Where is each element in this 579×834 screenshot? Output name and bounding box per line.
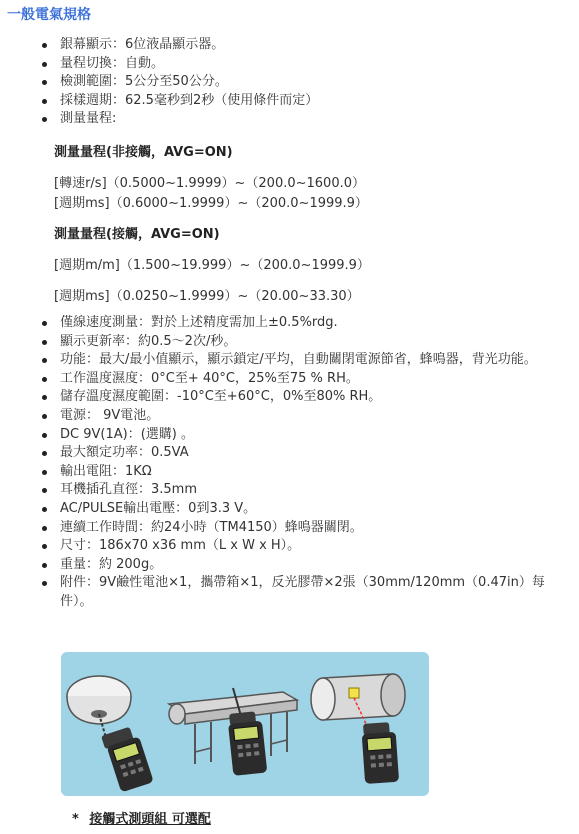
spec-list-bottom — [40, 314, 570, 612]
footnote — [72, 808, 211, 827]
spec-item: 功能：最大/最小值顯示，顯示鎖定/平均，自動關閉電源節省，蜂鳴器，背光功能。 — [40, 351, 570, 370]
spec-item: 尺寸：186x70 x36 mm（L x W x H）。 — [40, 537, 570, 556]
optional-probe-note: 接觸式測頭組 可選配 — [89, 812, 211, 827]
contact-range-line: [週期m/m]（1.500~19.999）~（200.0~1999.9） — [54, 258, 370, 273]
noncontact-range-line: [週期ms]（0.6000~1.9999）~（200.0~1999.9） — [54, 196, 368, 211]
spec-item: 測量量程: — [40, 110, 570, 129]
spec-item: 輸出電阻：1KΩ — [40, 463, 570, 482]
spec-item: 連續工作時間：約24小時（TM4150）蜂鳴器關閉。 — [40, 519, 570, 538]
product-illustration — [61, 652, 429, 796]
spec-item: 附件：9V鹼性電池×1，攜帶箱×1，反光膠帶×2張（30mm/120mm（0.47in）每件）。 — [40, 574, 570, 611]
spec-list-top — [40, 36, 570, 129]
contact-range-line: [週期ms]（0.0250~1.9999）~（20.00~33.30） — [54, 289, 360, 304]
spec-item: 顯示更新率：約0.5～2次/秒。 — [40, 333, 570, 352]
spec-item: 僅線速度測量：對於上述精度需加上±0.5%rdg. — [40, 314, 570, 333]
tachometer-right-icon — [361, 722, 399, 784]
spec-item: 最大額定功率：0.5VA — [40, 444, 570, 463]
contact-range-heading: 測量量程(接觸，AVG=ON) — [54, 227, 220, 242]
spec-item: AC/PULSE輸出電壓：0到3.3 V。 — [40, 500, 570, 519]
tachometer-usage-illustration — [61, 652, 429, 796]
section-title: 一般電氣規格 — [7, 7, 91, 23]
spec-item: 電源： 9V電池。 — [40, 407, 570, 426]
tachometer-middle-icon — [227, 711, 267, 776]
spec-item: 工作溫度濕度：0°C至+ 40°C，25%至75 % RH。 — [40, 370, 570, 389]
noncontact-range-line: [轉速r/s]（0.5000~1.9999）~（200.0~1600.0） — [54, 176, 365, 191]
footnote-star: * — [72, 812, 79, 827]
spec-item: 採樣週期：62.5毫秒到2秒（使用條件而定） — [40, 92, 570, 111]
spec-item: 儲存溫度濕度範圍：-10°C至+60°C，0%至80% RH。 — [40, 388, 570, 407]
spec-item: 量程切換：自動。 — [40, 55, 570, 74]
spec-item: 銀幕顯示：6位液晶顯示器。 — [40, 36, 570, 55]
spec-item: 耳機插孔直徑：3.5mm — [40, 481, 570, 500]
rotating-drum-icon — [311, 674, 405, 726]
tachometer-left-icon — [101, 725, 154, 793]
noncontact-range-heading: 測量量程(非接觸，AVG=ON) — [54, 145, 233, 160]
spec-item: DC 9V(1A)：(選購) 。 — [40, 426, 570, 445]
spec-item: 檢測範圍：5公分至50公分。 — [40, 73, 570, 92]
spec-item: 重量：約 200g。 — [40, 556, 570, 575]
